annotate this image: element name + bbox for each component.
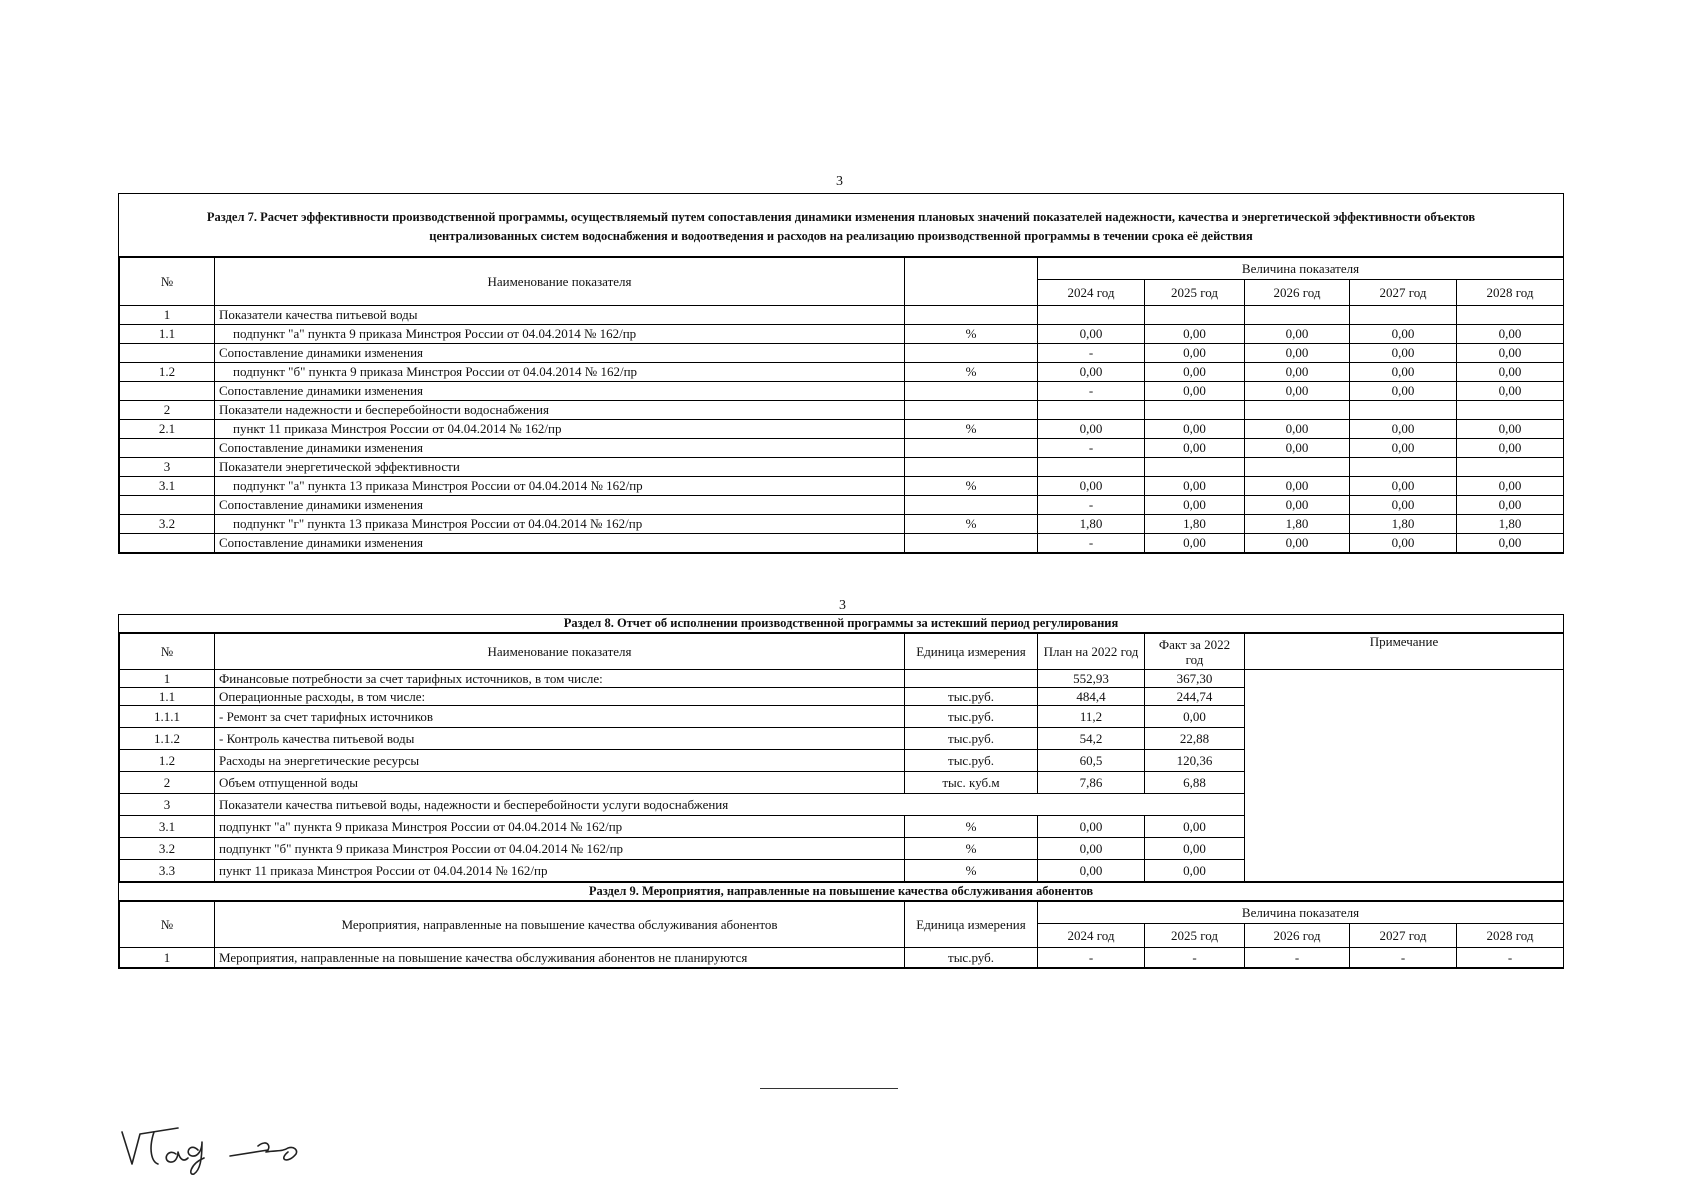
row-fact: 0,00 [1145, 816, 1245, 838]
row-value: 0,00 [1350, 325, 1457, 344]
row-value: 0,00 [1457, 344, 1564, 363]
row-value: 1,80 [1038, 515, 1145, 534]
s9-col-year: 2026 год [1245, 924, 1350, 948]
s8-col-fact: Факт за 2022 год [1145, 634, 1245, 670]
row-fact: 367,30 [1145, 670, 1245, 688]
row-value: 0,00 [1457, 420, 1564, 439]
row-value: 0,00 [1145, 496, 1245, 515]
row-unit: тыс.руб. [905, 688, 1038, 706]
row-value [1038, 401, 1145, 420]
row-value [1038, 458, 1145, 477]
row-value: 0,00 [1145, 363, 1245, 382]
row-name: Мероприятия, направленные на повышение качества обслуживания абонентов не планируются [215, 948, 905, 968]
row-fact: 22,88 [1145, 728, 1245, 750]
row-name: Показатели энергетической эффективности [215, 458, 905, 477]
row-unit: % [905, 860, 1038, 882]
table-row [120, 382, 1564, 401]
table-row [120, 363, 1564, 382]
row-value: 0,00 [1350, 420, 1457, 439]
s9-col-year: 2027 год [1350, 924, 1457, 948]
row-value [1245, 306, 1350, 325]
s9-col-name: Мероприятия, направленные на повышение качества обслуживания абонентов [215, 902, 905, 948]
row-number: 3 [120, 458, 215, 477]
s8-col-note: Примечание [1245, 634, 1564, 670]
table-row [120, 477, 1564, 496]
row-value: - [1038, 382, 1145, 401]
s7-col-group: Величина показателя [1038, 258, 1564, 280]
row-number: 2 [120, 772, 215, 794]
row-value: 1,80 [1245, 515, 1350, 534]
row-number [120, 344, 215, 363]
row-number: 2.1 [120, 420, 215, 439]
row-fact: 0,00 [1145, 860, 1245, 882]
row-fact: 0,00 [1145, 706, 1245, 728]
row-number: 1.2 [120, 750, 215, 772]
row-number: 3.1 [120, 477, 215, 496]
row-value: 0,00 [1457, 382, 1564, 401]
row-number: 1.1 [120, 325, 215, 344]
row-value: - [1145, 948, 1245, 968]
row-value: 0,00 [1350, 496, 1457, 515]
row-name: Сопоставление динамики изменения [215, 344, 905, 363]
s7-col-year: 2027 год [1350, 280, 1457, 306]
row-name: Показатели качества питьевой воды [215, 306, 905, 325]
section-7-title: Раздел 7. Расчет эффективности производственной программы, осуществляемый путем сопоставления динамики изменения плановых значений показателей надежности, качества и энергетической эффективности объектов централизованных систем водоснабжения и водоотведения и расходов на реализацию производственной программы в течении срока её действия [119, 194, 1563, 257]
row-value: 0,00 [1038, 363, 1145, 382]
row-unit [905, 439, 1038, 458]
section-8-rows [120, 670, 1564, 882]
row-value: 0,00 [1350, 382, 1457, 401]
row-value [1457, 306, 1564, 325]
row-plan: 0,00 [1038, 838, 1145, 860]
row-value: 0,00 [1245, 344, 1350, 363]
row-value: 0,00 [1245, 439, 1350, 458]
table-row [120, 325, 1564, 344]
s7-col-year: 2028 год [1457, 280, 1564, 306]
row-unit: % [905, 816, 1038, 838]
row-number: 2 [120, 401, 215, 420]
row-unit: % [905, 325, 1038, 344]
row-name: подпункт "г" пункта 13 приказа Минстроя России от 04.04.2014 № 162/пр [215, 515, 905, 534]
row-value: 1,80 [1350, 515, 1457, 534]
s8-col-num: № [120, 634, 215, 670]
s9-col-num: № [120, 902, 215, 948]
row-name: Сопоставление динамики изменения [215, 439, 905, 458]
row-value: 0,00 [1245, 420, 1350, 439]
table-row [120, 420, 1564, 439]
row-unit [905, 534, 1038, 553]
row-value: - [1038, 439, 1145, 458]
row-fact: 244,74 [1145, 688, 1245, 706]
section-7-block [118, 193, 1564, 554]
row-value: 0,00 [1457, 363, 1564, 382]
row-name: Расходы на энергетические ресурсы [215, 750, 905, 772]
row-number: 1 [120, 306, 215, 325]
row-value: - [1038, 344, 1145, 363]
row-value: 0,00 [1350, 344, 1457, 363]
s7-col-name: Наименование показателя [215, 258, 905, 306]
row-value [1350, 401, 1457, 420]
row-value [1038, 306, 1145, 325]
row-value: 0,00 [1145, 534, 1245, 553]
row-fact: 120,36 [1145, 750, 1245, 772]
row-number: 1 [120, 948, 215, 968]
row-name: Финансовые потребности за счет тарифных источников, в том числе: [215, 670, 905, 688]
row-value: 0,00 [1145, 439, 1245, 458]
row-number: 1 [120, 670, 215, 688]
row-name: Сопоставление динамики изменения [215, 496, 905, 515]
page-number-middle: 3 [839, 598, 846, 613]
table-row [120, 439, 1564, 458]
row-plan: 484,4 [1038, 688, 1145, 706]
row-number [120, 439, 215, 458]
row-value [1350, 306, 1457, 325]
row-value: 0,00 [1457, 477, 1564, 496]
row-unit [905, 382, 1038, 401]
row-unit: тыс. куб.м [905, 772, 1038, 794]
row-value: - [1038, 496, 1145, 515]
row-name: подпункт "а" пункта 9 приказа Минстроя России от 04.04.2014 № 162/пр [215, 325, 905, 344]
row-value: 0,00 [1145, 420, 1245, 439]
s9-col-year: 2028 год [1457, 924, 1564, 948]
row-value: 0,00 [1145, 344, 1245, 363]
row-value [1145, 306, 1245, 325]
section-8-title: Раздел 8. Отчет об исполнении производственной программы за истекший период регулирования [119, 615, 1563, 633]
row-name: Показатели качества питьевой воды, надежности и бесперебойности услуги водоснабжения [215, 794, 1245, 816]
section-9-rows [120, 948, 1564, 968]
row-value: 0,00 [1038, 420, 1145, 439]
s7-col-year: 2024 год [1038, 280, 1145, 306]
s7-col-year: 2025 год [1145, 280, 1245, 306]
row-unit: % [905, 420, 1038, 439]
row-name: - Ремонт за счет тарифных источников [215, 706, 905, 728]
row-value: 0,00 [1457, 439, 1564, 458]
section-9-title: Раздел 9. Мероприятия, направленные на повышение качества обслуживания абонентов [119, 882, 1563, 901]
row-value: 0,00 [1350, 363, 1457, 382]
row-value: - [1038, 534, 1145, 553]
row-name: подпункт "б" пункта 9 приказа Минстроя России от 04.04.2014 № 162/пр [215, 363, 905, 382]
row-name: Сопоставление динамики изменения [215, 382, 905, 401]
row-number: 3.3 [120, 860, 215, 882]
row-name: пункт 11 приказа Минстроя России от 04.04.2014 № 162/пр [215, 860, 905, 882]
row-value: 0,00 [1245, 534, 1350, 553]
row-plan: 11,2 [1038, 706, 1145, 728]
row-value: - [1457, 948, 1564, 968]
row-value: 0,00 [1038, 477, 1145, 496]
row-name: пункт 11 приказа Минстроя России от 04.04.2014 № 162/пр [215, 420, 905, 439]
row-name: Показатели надежности и бесперебойности водоснабжения [215, 401, 905, 420]
table-row [120, 401, 1564, 420]
row-value [1350, 458, 1457, 477]
section-8-table [119, 633, 1564, 882]
row-unit: тыс.руб. [905, 750, 1038, 772]
row-name: подпункт "а" пункта 13 приказа Минстроя России от 04.04.2014 № 162/пр [215, 477, 905, 496]
row-value [1245, 401, 1350, 420]
row-plan: 0,00 [1038, 860, 1145, 882]
row-value: 0,00 [1145, 325, 1245, 344]
row-value: 0,00 [1145, 477, 1245, 496]
row-fact: 6,88 [1145, 772, 1245, 794]
row-unit [905, 670, 1038, 688]
row-fact: 0,00 [1145, 838, 1245, 860]
section-9-table [119, 901, 1564, 968]
row-name: Сопоставление динамики изменения [215, 534, 905, 553]
row-plan: 7,86 [1038, 772, 1145, 794]
row-name: подпункт "б" пункта 9 приказа Минстроя России от 04.04.2014 № 162/пр [215, 838, 905, 860]
row-value: - [1350, 948, 1457, 968]
row-value [1457, 458, 1564, 477]
table-row [120, 458, 1564, 477]
row-unit: тыс.руб. [905, 728, 1038, 750]
signature-icon [118, 1120, 348, 1180]
row-value: - [1038, 948, 1145, 968]
row-plan: 0,00 [1038, 816, 1145, 838]
row-number: 1.1 [120, 688, 215, 706]
row-plan: 60,5 [1038, 750, 1145, 772]
row-value: 0,00 [1457, 325, 1564, 344]
row-number: 3.2 [120, 515, 215, 534]
page-number-top: 3 [836, 174, 843, 189]
row-unit [905, 401, 1038, 420]
handwritten-signature [118, 1120, 348, 1185]
row-unit [905, 344, 1038, 363]
s8-col-unit: Единица измерения [905, 634, 1038, 670]
row-plan: 54,2 [1038, 728, 1145, 750]
row-number: 3.1 [120, 816, 215, 838]
row-name: Объем отпущенной воды [215, 772, 905, 794]
row-value: 0,00 [1245, 496, 1350, 515]
row-unit [905, 306, 1038, 325]
table-row [120, 515, 1564, 534]
s8-col-plan: План на 2022 год [1038, 634, 1145, 670]
row-number: 1.1.1 [120, 706, 215, 728]
s9-col-unit: Единица измерения [905, 902, 1038, 948]
row-name: подпункт "а" пункта 9 приказа Минстроя России от 04.04.2014 № 162/пр [215, 816, 905, 838]
s9-col-year: 2024 год [1038, 924, 1145, 948]
row-plan: 552,93 [1038, 670, 1145, 688]
s7-col-unit [905, 258, 1038, 306]
row-value [1245, 458, 1350, 477]
row-name: - Контроль качества питьевой воды [215, 728, 905, 750]
row-value: 0,00 [1245, 325, 1350, 344]
row-unit: тыс.руб. [905, 948, 1038, 968]
footer-rule [760, 1088, 898, 1089]
s9-col-group: Величина показателя [1038, 902, 1564, 924]
row-unit: % [905, 363, 1038, 382]
row-value: 0,00 [1245, 363, 1350, 382]
table-row [120, 670, 1564, 688]
table-row [120, 948, 1564, 968]
row-value: 0,00 [1145, 382, 1245, 401]
row-name: Операционные расходы, в том числе: [215, 688, 905, 706]
row-value: 0,00 [1457, 496, 1564, 515]
row-number [120, 534, 215, 553]
row-value: 0,00 [1350, 477, 1457, 496]
row-unit: % [905, 838, 1038, 860]
row-unit: % [905, 477, 1038, 496]
row-unit [905, 496, 1038, 515]
table-row [120, 534, 1564, 553]
table-row [120, 496, 1564, 515]
row-value: 0,00 [1245, 477, 1350, 496]
row-value [1145, 401, 1245, 420]
row-number [120, 382, 215, 401]
row-number: 3.2 [120, 838, 215, 860]
row-number: 1.2 [120, 363, 215, 382]
s8-col-name: Наименование показателя [215, 634, 905, 670]
row-note [1245, 670, 1564, 882]
row-value: 1,80 [1457, 515, 1564, 534]
row-unit [905, 458, 1038, 477]
s7-col-year: 2026 год [1245, 280, 1350, 306]
row-value: 0,00 [1350, 534, 1457, 553]
s9-col-year: 2025 год [1145, 924, 1245, 948]
row-value: 1,80 [1145, 515, 1245, 534]
table-row [120, 306, 1564, 325]
row-number: 1.1.2 [120, 728, 215, 750]
row-value: 0,00 [1245, 382, 1350, 401]
row-unit: тыс.руб. [905, 706, 1038, 728]
row-number: 3 [120, 794, 215, 816]
row-unit: % [905, 515, 1038, 534]
row-value: 0,00 [1457, 534, 1564, 553]
row-value [1145, 458, 1245, 477]
section-8-block [118, 614, 1564, 969]
table-row [120, 344, 1564, 363]
section-7-table [119, 257, 1564, 553]
section-7-rows [120, 306, 1564, 553]
s7-col-num: № [120, 258, 215, 306]
row-number [120, 496, 215, 515]
row-value: - [1245, 948, 1350, 968]
row-value [1457, 401, 1564, 420]
row-value: 0,00 [1038, 325, 1145, 344]
row-value: 0,00 [1350, 439, 1457, 458]
